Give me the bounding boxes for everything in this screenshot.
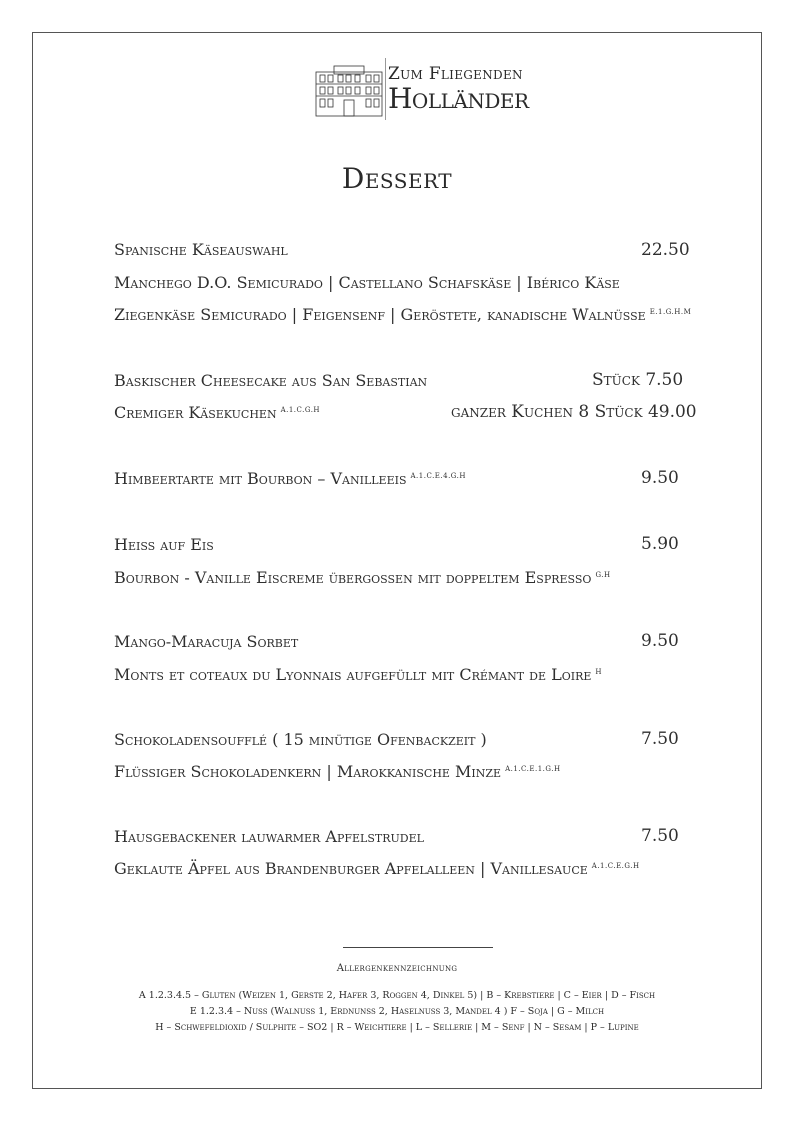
dish-price-cheesecake-whole: ganzer Kuchen 8 Stück 49.00 xyxy=(451,402,697,422)
allergen-legend-line-3: H – Schwefeldioxid / Sulphite – SO2 | R – Weichtiere | L – Sellerie | M – Senf | N – Sesam | P – Lupine xyxy=(155,1022,639,1033)
dish-desc-cheesecake: Cremiger Käsekuchen $^{A.1.C.G.H}$ xyxy=(114,403,321,422)
allergen-legend-line-2: E 1.2.3.4 – Nuss (Walnuss 1, Erdnunss 2, Haselnuss 3, Mandel 4 ) F – Soja | G – Milch xyxy=(189,1006,605,1017)
dish-name-cheesecake: Baskischer Cheesecake aus San Sebastian xyxy=(114,371,428,390)
dish-price-souffle: 7.50 xyxy=(641,729,679,749)
dish-price-himbeertarte: 9.50 xyxy=(641,468,679,488)
logo-text-top: Zum Fliegenden xyxy=(388,64,523,84)
allergen-legend-title: Allergenkennzeichnung xyxy=(336,963,458,974)
dish-desc-sorbet: Monts et coteaux du Lyonnais aufgefüllt mit Crémant de Loire $^H$ xyxy=(114,665,602,684)
allergen-codes: A.1.C.G.H xyxy=(280,406,321,414)
dish-name-apfelstrudel: Hausgebackener lauwarmer Apfelstrudel xyxy=(114,827,424,846)
allergen-legend-line-1: A 1.2.3.4.5 – Gluten (Weizen 1, Gerste 2, Hafer 3, Roggen 4, Dinkel 5) | B – Krebstiere | C – Eier | D – Fisch xyxy=(138,990,656,1001)
dish-price-heiss-auf-eis: 5.90 xyxy=(641,534,679,554)
restaurant-logo xyxy=(314,58,529,122)
footer-divider xyxy=(343,947,493,948)
building-logo-icon xyxy=(314,58,386,120)
allergen-codes: H xyxy=(595,668,602,676)
dish-desc-souffle: Flüssiger Schokoladenkern | Marokkanische Minze $^{A.1.C.E.1.G.H}$ xyxy=(114,762,561,781)
allergen-codes: A.1.C.E.4.G.H xyxy=(410,472,466,480)
allergen-codes: A.1.C.E.G.H xyxy=(591,862,640,870)
dish-name-himbeertarte: Himbeertarte mit Bourbon – Vanilleeis $^{A.1.C.E.4.G.H}$ xyxy=(114,469,466,488)
dish-name-souffle: Schokoladensoufflé ( 15 minütige Ofenbackzeit ) xyxy=(114,730,487,749)
dish-name-sorbet: Mango-Maracuja Sorbet xyxy=(114,632,299,651)
dish-desc-kaese-1: Manchego D.O. Semicurado | Castellano Schafskäse | Ibérico Käse xyxy=(114,273,620,292)
dish-desc-apfelstrudel: Geklaute Äpfel aus Brandenburger Apfelalleen | Vanillesauce $^{A.1.C.E.G.H}$ xyxy=(114,859,640,878)
page-title: Dessert xyxy=(341,162,453,195)
allergen-codes: A.1.C.E.1.G.H xyxy=(505,765,561,773)
dish-price-cheesecake: Stück 7.50 xyxy=(592,370,684,390)
dish-price-kaese: 22.50 xyxy=(641,240,690,260)
dish-name-kaese: Spanische Käseauswahl xyxy=(114,240,288,259)
dish-price-apfelstrudel: 7.50 xyxy=(641,826,679,846)
allergen-codes: E.1.G.H.M xyxy=(649,308,692,316)
dish-name-heiss-auf-eis: Heiß auf Eis xyxy=(114,535,214,554)
dish-price-sorbet: 9.50 xyxy=(641,631,679,651)
allergen-codes: G.H xyxy=(595,571,611,579)
logo-text-main: Holländer xyxy=(388,82,529,115)
dish-desc-heiss-auf-eis: Bourbon - Vanille Eiscreme übergossen mit doppeltem Espresso $^{G.H}$ xyxy=(114,568,611,587)
dish-desc-kaese-2: Ziegenkäse Semicurado | Feigensenf | Geröstete, kanadische Walnüsse $^{E.1.G.H.M}$ xyxy=(114,305,692,324)
